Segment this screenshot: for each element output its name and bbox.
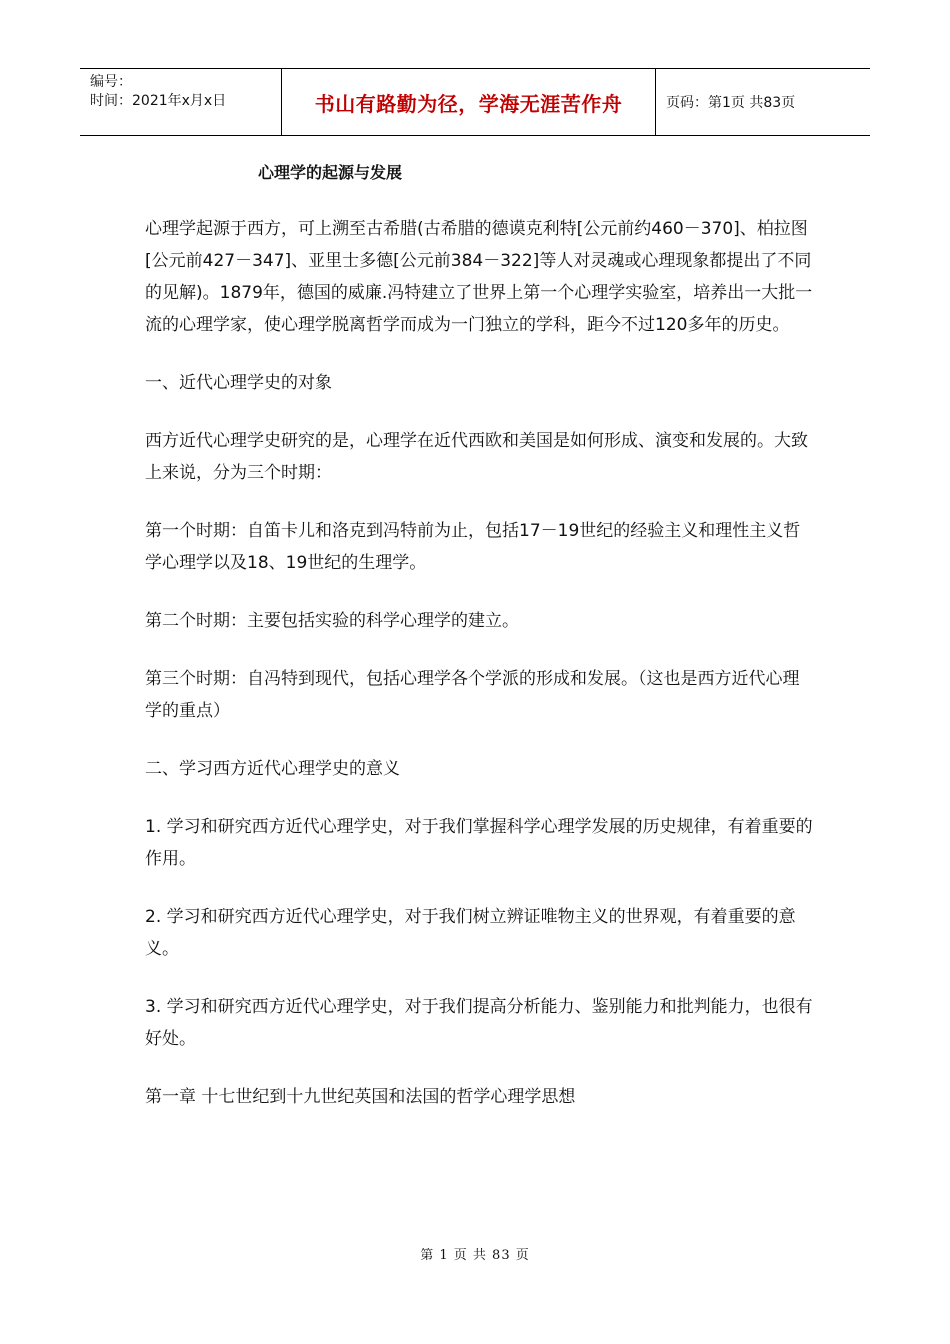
paragraph-periods-intro: 西方近代心理学史研究的是，心理学在近代西欧和美国是如何形成、演变和发展的。大致上来说，分为三个时期：	[145, 431, 808, 483]
list-item-significance-2: 2. 学习和研究西方近代心理学史，对于我们树立辨证唯物主义的世界观，有着重要的意义。	[145, 907, 796, 959]
document-title: 心理学的起源与发展	[258, 163, 403, 182]
serial-label: 编号：	[90, 74, 132, 90]
paragraph-period-3: 第三个时期：自冯特到现代，包括心理学各个学派的形成和发展。（这也是西方近代心理学的重点）	[145, 669, 800, 721]
motto-text: 书山有路勤为径，学海无涯苦作舟	[314, 91, 623, 116]
page-info: 页码：第1页 共83页	[666, 95, 796, 111]
paragraph-intro: 心理学起源于西方，可上溯至古希腊(古希腊的德谟克利特[公元前约460－370]、柏拉图[公元前427－347]、亚里士多德[公元前384－322]等人对灵魂或心理现象都提出了不同的见解)。1879年，德国的威廉.冯特建立了世界上第一个心理学实验室，培养出一大批一流的心理学家，使心理学脱离哲学而成为一门独立的学科，距今不过120多年的历史。	[145, 219, 813, 335]
chapter-heading-1: 第一章 十七世纪到十九世纪英国和法国的哲学心理学思想	[145, 1087, 576, 1107]
list-item-significance-3: 3. 学习和研究西方近代心理学史，对于我们提高分析能力、鉴别能力和批判能力，也很有好处。	[145, 997, 813, 1049]
document-body	[145, 213, 815, 1139]
paragraph-period-1: 第一个时期：自笛卡儿和洛克到冯特前为止，包括17－19世纪的经验主义和理性主义哲学心理学以及18、19世纪的生理学。	[145, 521, 801, 573]
page-footer: 第 1 页 共 83 页	[420, 1248, 530, 1263]
section-heading-2: 二、学习西方近代心理学史的意义	[145, 759, 400, 779]
page-header	[80, 68, 870, 136]
time-label: 时间：2021年x月x日	[90, 93, 227, 109]
list-item-significance-1: 1. 学习和研究西方近代心理学史，对于我们掌握科学心理学发展的历史规律，有着重要的作用。	[145, 817, 813, 869]
header-meta-cell	[80, 69, 282, 135]
section-heading-1: 一、近代心理学史的对象	[145, 373, 332, 393]
header-page-cell	[656, 69, 870, 135]
paragraph-period-2: 第二个时期：主要包括实验的科学心理学的建立。	[145, 611, 519, 631]
header-motto-cell	[282, 69, 656, 135]
